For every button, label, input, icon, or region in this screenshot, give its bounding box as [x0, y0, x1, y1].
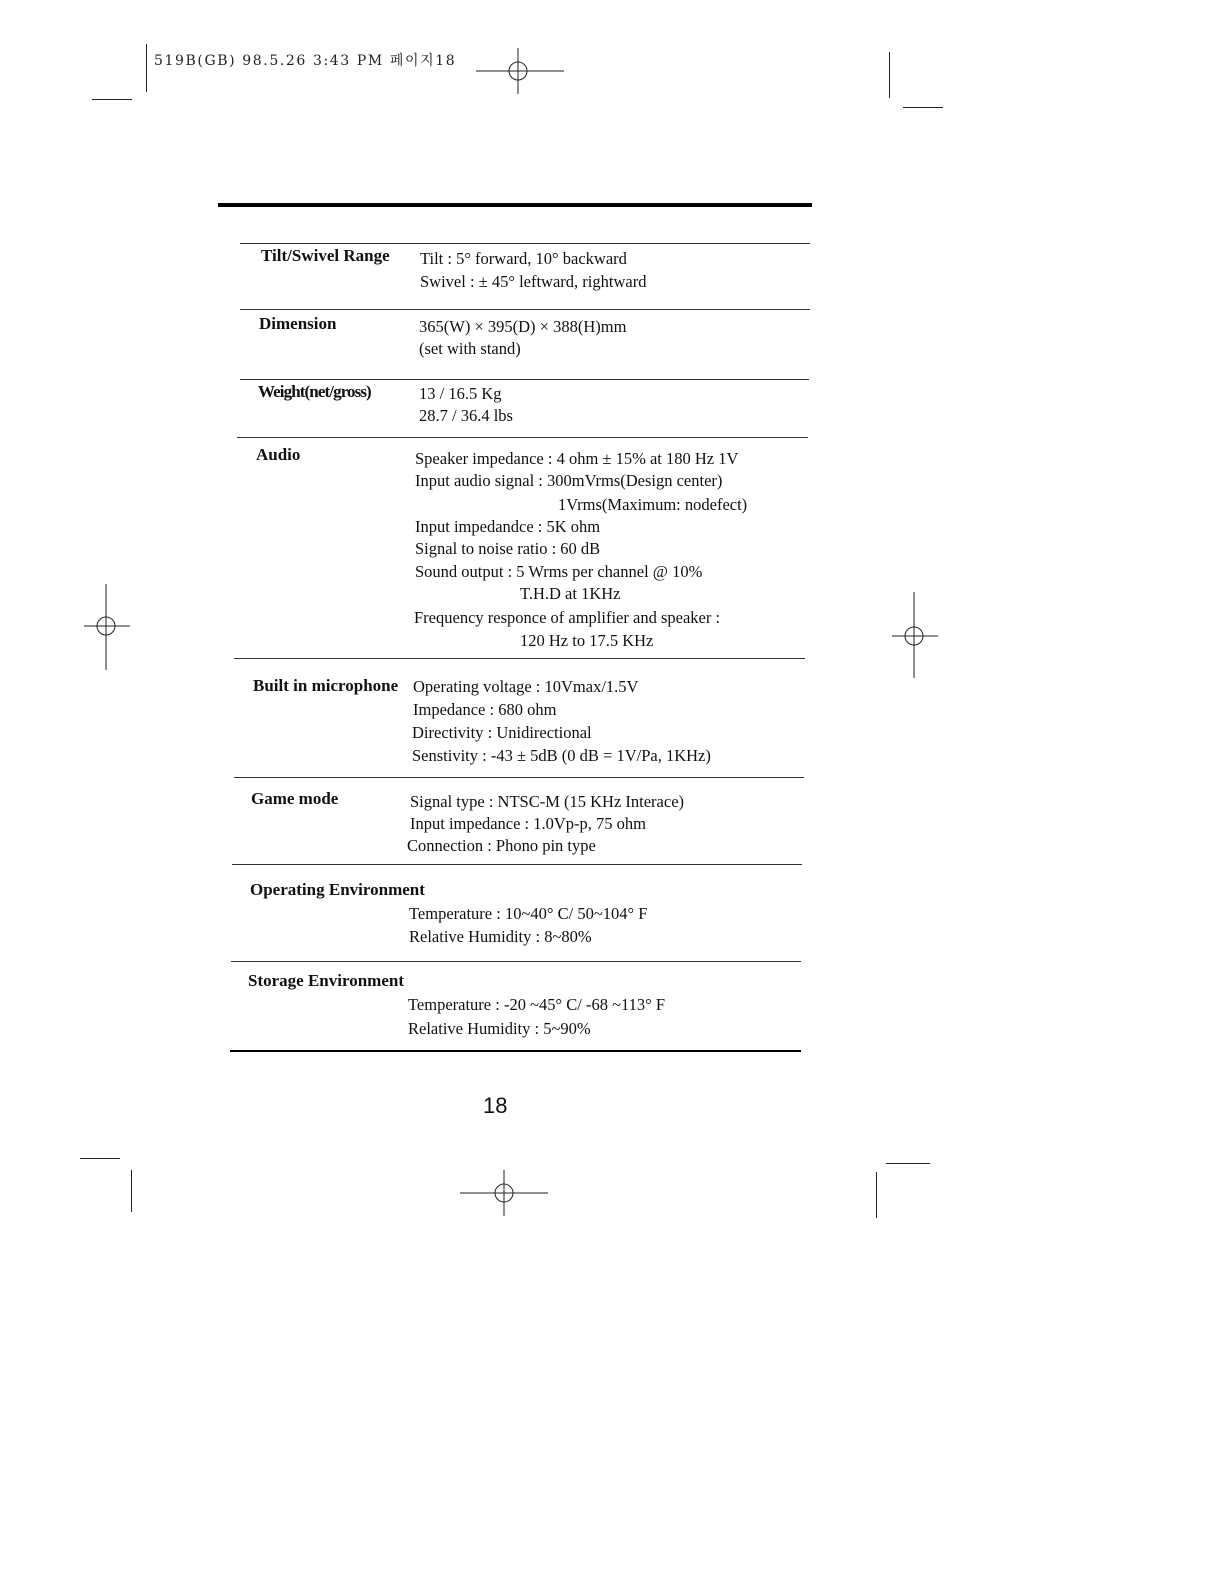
spec-label: Tilt/Swivel Range: [261, 246, 390, 265]
section-divider: [240, 379, 809, 380]
spec-value: Swivel : ± 45° leftward, rightward: [420, 272, 647, 291]
section-divider: [234, 658, 805, 659]
spec-value: 28.7 / 36.4 lbs: [419, 406, 513, 425]
spec-value: Frequency responce of amplifier and speaker :: [414, 608, 721, 627]
spec-label: Dimension: [259, 314, 337, 333]
spec-value: Sound output : 5 Wrms per channel @ 10%: [415, 562, 703, 581]
spec-value: (set with stand): [419, 339, 521, 358]
crop-mark: [903, 107, 943, 108]
spec-value: 365(W) × 395(D) × 388(H)mm: [419, 317, 627, 336]
section-divider: [232, 864, 802, 865]
spec-value: Speaker impedance : 4 ohm ± 15% at 180 Hz 1V: [415, 449, 739, 468]
print-header: 519B(GB) 98.5.26 3:43 PM 페이지18: [154, 53, 457, 69]
spec-value: Temperature : 10~40° C/ 50~104° F: [409, 904, 648, 923]
crop-mark: [80, 1158, 120, 1159]
spec-value: Directivity : Unidirectional: [412, 723, 592, 742]
section-divider: [234, 777, 804, 778]
spec-label: Operating Environment: [250, 880, 425, 899]
registration-mark-icon: [84, 584, 130, 670]
bottom-rule: [230, 1050, 801, 1052]
spec-value: Tilt : 5° forward, 10° backward: [420, 249, 627, 268]
top-rule: [218, 203, 812, 207]
spec-value: Senstivity : -43 ± 5dB (0 dB = 1V/Pa, 1KHz): [412, 746, 711, 765]
registration-mark-icon: [460, 1170, 548, 1216]
spec-label: Built in microphone: [253, 676, 399, 695]
section-divider: [240, 309, 810, 310]
spec-value: Connection : Phono pin type: [407, 836, 596, 855]
spec-value: T.H.D at 1KHz: [520, 584, 621, 603]
spec-value: Temperature : -20 ~45° C/ -68 ~113° F: [408, 995, 666, 1014]
spec-value: Input audio signal : 300mVrms(Design center): [415, 471, 723, 490]
spec-value: Operating voltage : 10Vmax/1.5V: [413, 677, 639, 696]
spec-value: Input impedandce : 5K ohm: [415, 517, 601, 536]
spec-value: Impedance : 680 ohm: [413, 700, 557, 719]
crop-mark: [889, 52, 890, 98]
spec-label: Game mode: [251, 789, 339, 808]
crop-mark: [876, 1172, 877, 1218]
spec-value: Relative Humidity : 8~80%: [409, 927, 592, 946]
section-divider: [231, 961, 801, 962]
spec-value: Input impedance : 1.0Vp-p, 75 ohm: [410, 814, 646, 833]
spec-value: Relative Humidity : 5~90%: [408, 1019, 591, 1038]
crop-mark: [92, 99, 132, 100]
spec-label: Audio: [256, 445, 301, 464]
crop-mark: [886, 1163, 930, 1164]
section-divider: [240, 243, 810, 244]
spec-value: 13 / 16.5 Kg: [419, 384, 502, 403]
spec-value: 120 Hz to 17.5 KHz: [520, 631, 654, 650]
spec-value: Signal to noise ratio : 60 dB: [415, 539, 601, 558]
spec-label: Weight(net/gross): [258, 382, 371, 401]
spec-label: Storage Environment: [248, 971, 404, 990]
spec-value: 1Vrms(Maximum: nodefect): [558, 495, 748, 514]
registration-mark-icon: [892, 592, 938, 678]
crop-mark: [146, 44, 147, 92]
page-number: 18: [483, 1093, 508, 1118]
crop-mark: [131, 1170, 132, 1212]
section-divider: [237, 437, 808, 438]
spec-value: Signal type : NTSC-M (15 KHz Interace): [410, 792, 685, 811]
registration-mark-icon: [476, 48, 564, 94]
